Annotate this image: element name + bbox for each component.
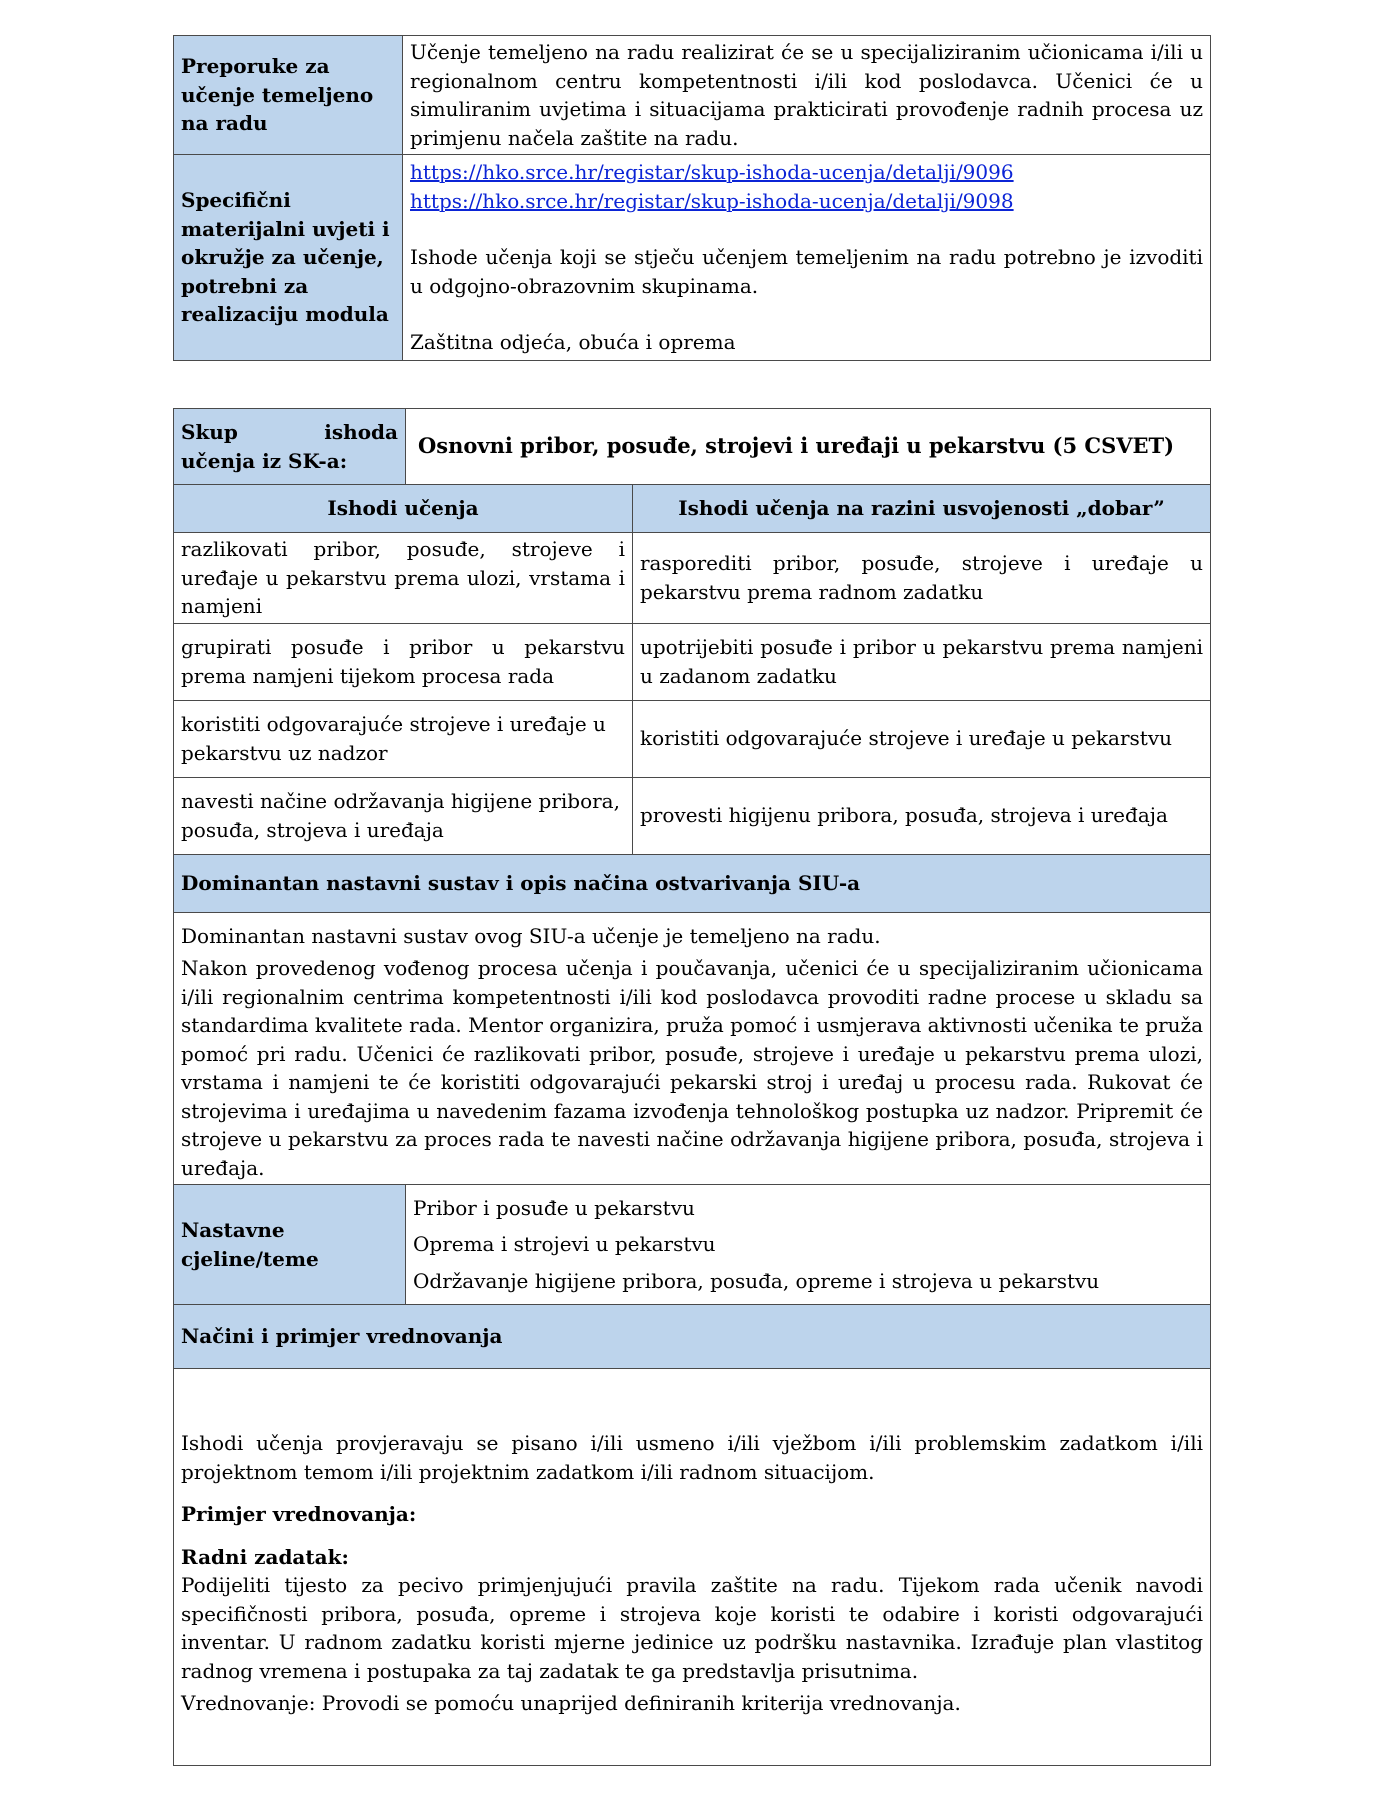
learning-outcomes-table [173, 408, 1211, 1766]
table-row [174, 700, 1211, 777]
hko-link-9096[interactable]: https://hko.srce.hr/registar/skup-ishoda-ucenja/detalji/9096 [410, 160, 1014, 185]
evaluation-header: Načini i primjer vrednovanja [174, 1305, 1211, 1369]
topic-item: Održavanje higijene pribora, posuđa, opreme i strojeva u pekarstvu [413, 1268, 1100, 1293]
dominant-system-p2: Nakon provedenog vođenog procesa učenja i poučavanja, učenici će u specijaliziranim učionicama i/ili regionalnim centrima kompetentnosti i/ili kod poslodavca provoditi radne procese u skladu sa standardima kvalitete rada. Mentor organizira, pruža pomoć i usmjerava aktivnosti učenika te pruža pomoć pri radu. Učenici će razlikovati pribor, posuđe, strojeve i uređaje u pekarstvu prema ulozi, vrstama i namjeni te će koristiti odgovarajući pekarski stroj i uređaj u procesu rada. Rukovat će strojevima i uređajima u navedenim fazama izvođenja tehnološkog postupka uz nadzor. Pripremit će strojeve u pekarstvu za proces rada te navesti načine održavanja higijene pribora, posuđa, strojeva i uređaja. [181, 956, 1203, 1180]
row-label-recommendations: Preporuke za učenje temeljeno na radu [174, 36, 403, 155]
row-label-material-conditions: Specifični materijalni uvjeti i okružje za učenje, potrebni za realizaciju modula [174, 155, 403, 361]
outcome-cell: grupirati posuđe i pribor u pekarstvu prema namjeni tijekom procesa rada [174, 623, 633, 700]
recommendations-text: Učenje temeljeno na radu realizirat će se u specijaliziranim učionicama i/ili u regionalnom centru kompetentnosti i/ili kod poslodavca. Učenici će u simuliranim uvjetima i situacijama prakticirati provođenje radnih procesa uz primjenu načela zaštite na radu. [403, 36, 1211, 155]
column-header-outcomes: Ishodi učenja [174, 485, 633, 533]
equipment-text: Zaštitna odjeća, obuća i oprema [410, 330, 736, 355]
outcome-good-cell: rasporediti pribor, posuđe, strojeve i uređaje u pekarstvu prema radnom zadatku [633, 533, 1211, 624]
topic-item: Oprema i strojevi u pekarstvu [413, 1232, 716, 1257]
outcome-good-cell: provesti higijenu pribora, posuđa, strojeva i uređaja [633, 777, 1211, 854]
topics-cell [406, 1185, 1211, 1305]
work-based-learning-table [173, 35, 1211, 361]
siu-title: Osnovni pribor, posuđe, strojevi i uređaji u pekarstvu (5 CSVET) [406, 409, 1211, 485]
column-header-outcomes-good: Ishodi učenja na razini usvojenosti „dobar” [633, 485, 1211, 533]
dominant-system-cell [174, 912, 1211, 1185]
evaluation-methods-text: Ishodi učenja provjeravaju se pisano i/ili usmeno i/ili vježbom i/ili problemskim zadatkom i/ili projektnom temom i/ili projektnim zadatkom i/ili radnom situacijom. [181, 1431, 1203, 1484]
table-header-row [174, 485, 1211, 533]
hko-link-9098[interactable]: https://hko.srce.hr/registar/skup-ishoda-ucenja/detalji/9098 [410, 188, 1014, 213]
topic-item: Pribor i posuđe u pekarstvu [413, 1195, 695, 1220]
dominant-system-p1: Dominantan nastavni sustav ovog SIU-a učenje je temeljeno na radu. [181, 923, 881, 948]
topics-label: Nastavne cjeline/teme [174, 1185, 406, 1305]
table-row [174, 409, 1211, 485]
outcome-good-cell: koristiti odgovarajuće strojeve i uređaje u pekarstvu [633, 700, 1211, 777]
outcome-cell: koristiti odgovarajuće strojeve i uređaje u pekarstvu uz nadzor [174, 700, 633, 777]
evaluation-text: Vrednovanje: Provodi se pomoću unaprijed definiranih kriterija vrednovanja. [181, 1691, 961, 1715]
outcome-cell: razlikovati pribor, posuđe, strojeve i uređaje u pekarstvu prema ulozi, vrstama i namjeni [174, 533, 633, 624]
section-header-row [174, 1305, 1211, 1369]
task-text: Podijeliti tijesto za pecivo primjenjujući pravila zaštite na radu. Tijekom rada učenik navodi specifičnosti pribora, posuđa, opreme i strojeva koje koristi te odabire i koristi odgovarajući inventar. U radnom zadatku koristi mjerne jedinice uz podršku nastavnika. Izrađuje plan vlastitog radnog vremena i postupaka za taj zadatak te ga predstavlja prisutnima. [181, 1573, 1203, 1683]
groups-paragraph: Ishode učenja koji se stječu učenjem temeljenim na radu potrebno je izvoditi u odgojno-obrazovnim skupinama. [410, 245, 1203, 298]
table-row [174, 1369, 1211, 1766]
example-heading: Primjer vrednovanja: [181, 1502, 417, 1526]
material-conditions-cell [403, 155, 1211, 361]
table-row [174, 623, 1211, 700]
table-row [174, 777, 1211, 854]
outcome-good-cell: upotrijebiti posuđe i pribor u pekarstvu prema namjeni u zadanom zadatku [633, 623, 1211, 700]
task-heading: Radni zadatak: [181, 1544, 349, 1569]
dominant-system-header: Dominantan nastavni sustav i opis načina ostvarivanja SIU-a [174, 854, 1211, 912]
table-row [174, 155, 1211, 361]
outcome-cell: navesti načine održavanja higijene pribora, posuđa, strojeva i uređaja [174, 777, 633, 854]
evaluation-cell [174, 1369, 1211, 1766]
table-row [174, 1185, 1211, 1305]
siu-label: Skup ishoda učenja iz SK-a: [174, 409, 406, 485]
section-header-row [174, 854, 1211, 912]
table-row [174, 36, 1211, 155]
table-row [174, 912, 1211, 1185]
table-row [174, 533, 1211, 624]
